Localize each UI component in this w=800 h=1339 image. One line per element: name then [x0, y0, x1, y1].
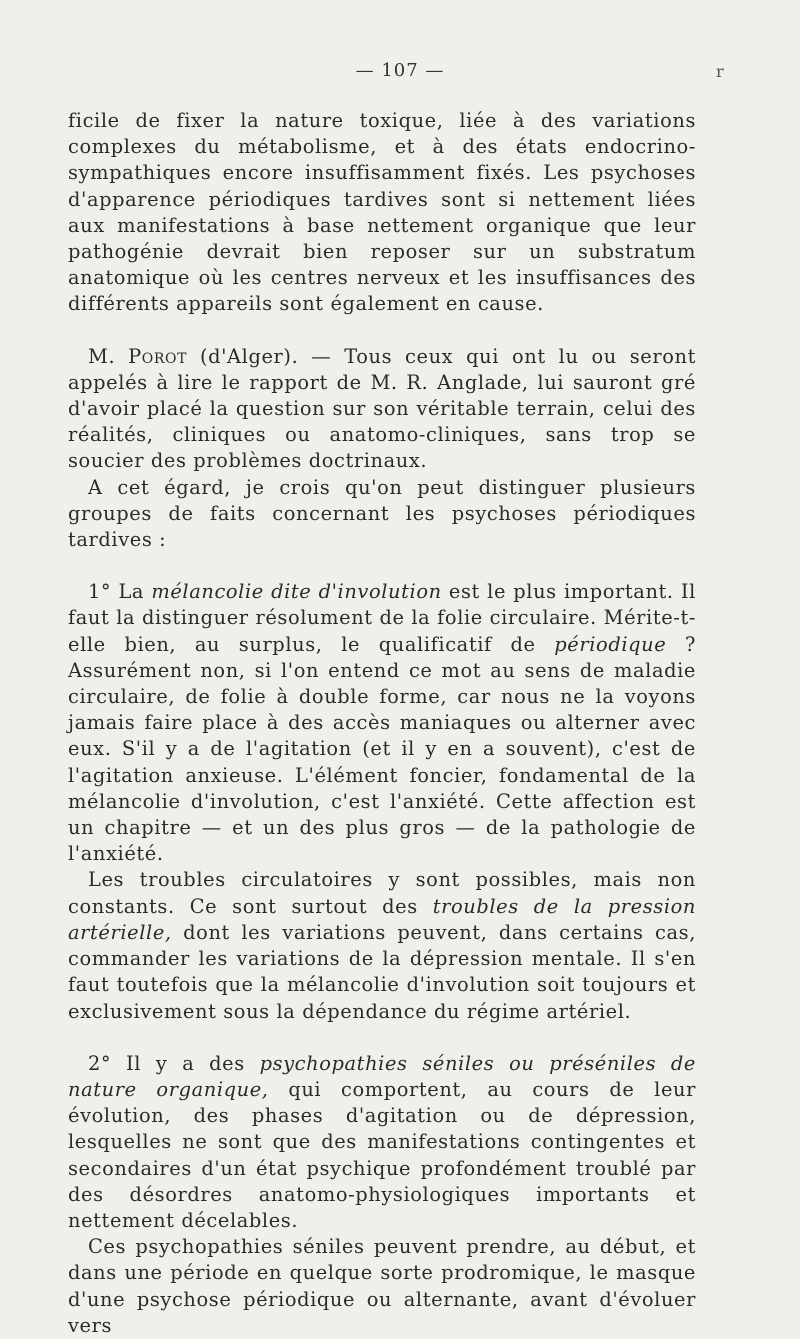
- paragraph-6: [68, 1051, 696, 1234]
- paragraph-5-emphasis-1: troubles de la pression artérielle,: [68, 894, 696, 944]
- speaker-place: (d'Alger).: [187, 344, 299, 368]
- paragraph-4-text-a: 1° La: [88, 580, 152, 604]
- speaker-prefix: M.: [88, 344, 129, 368]
- corner-mark: r: [716, 62, 724, 81]
- paragraph-4-emphasis-2: périodique: [554, 632, 667, 656]
- paragraph-7: Ces psychopathies séniles peuvent prendre, au début, et dans une période en quelque sorte prodromique, le masque d'une psychose périodique ou alternante, avant d'évoluer vers: [68, 1235, 696, 1337]
- paragraph-1: ficile de fixer la nature toxique, liée à des variations complexes du métabolisme, et à des états endocrino-sympathiques encore insuffisamment fixés. Les psychoses d'apparence périodiques tardives sont si nettement liées aux manifestations à base nettement organique que leur pathogénie devrait bien reposer sur un substratum anatomique où les centres nerveux et les insuffisances des différents appareils sont également en cause.: [68, 109, 696, 316]
- body-text: [68, 108, 696, 1339]
- paragraph-3: A cet égard, je crois qu'on peut distinguer plusieurs groupes de faits concernant les psychoses périodiques tardives :: [68, 475, 696, 552]
- paragraph-2-text: — Tous ceux qui ont lu ou seront appelés à lire le rapport de M. R. Anglade, lui sauront gré d'avoir placé la question sur son véritable terrain, celui des réalités, cliniques ou anatomo-cliniques, sans trop se soucier des problèmes doctrinaux.: [68, 344, 696, 473]
- paragraph-6-text-b: qui comportent, au cours de leur évolution, des phases d'agitation ou de dépression, lesquelles ne sont que des manifestations contingentes et secondaires d'un état psychique profondément troublé par des désordres anatomo-physiologiques importants et nettement décelables.: [68, 1077, 696, 1232]
- paragraph-4: [68, 579, 696, 867]
- paragraph-5: [68, 867, 696, 1024]
- paragraph-4-text-c: ? Assurément non, si l'on entend ce mot au sens de maladie circulaire, de folie à double forme, car nous ne la voyons jamais faire place à des accès maniaques ou alterner avec eux. S'il y a de l'agitation (et il y en a souvent), c'est de l'agitation anxieuse. L'élément foncier, fondamental de la mélancolie d'involution, c'est l'anxiété. Cette affection est un chapitre — et un des plus gros — de la pathologie de l'anxiété.: [68, 632, 696, 866]
- paragraph-6-emphasis-1: psychopathies séniles ou préséniles de nature organique,: [68, 1051, 697, 1101]
- paragraph-5-text-a: Les troubles circulatoires y sont possibles, mais non constants. Ce sont surtout des: [68, 868, 696, 918]
- paragraph-4-text-b: est le plus important. Il faut la distinguer résolument de la folie circulaire. Mérite-t-elle bien, au surplus, le qualificatif de: [68, 580, 696, 656]
- paragraph-2: [68, 344, 696, 475]
- speaker-name: Porot: [128, 344, 188, 368]
- paragraph-5-text-b: dont les variations peuvent, dans certains cas, commander les variations de la dépression mentale. Il s'en faut toutefois que la mélancolie d'involution soit toujours et exclusivement sous la dépendance du régime artériel.: [68, 920, 696, 1023]
- paragraph-4-emphasis-1: mélancolie dite d'involution: [151, 580, 442, 604]
- page-number: — 107 —: [355, 60, 445, 81]
- paragraph-6-text-a: 2° Il y a des: [88, 1051, 260, 1075]
